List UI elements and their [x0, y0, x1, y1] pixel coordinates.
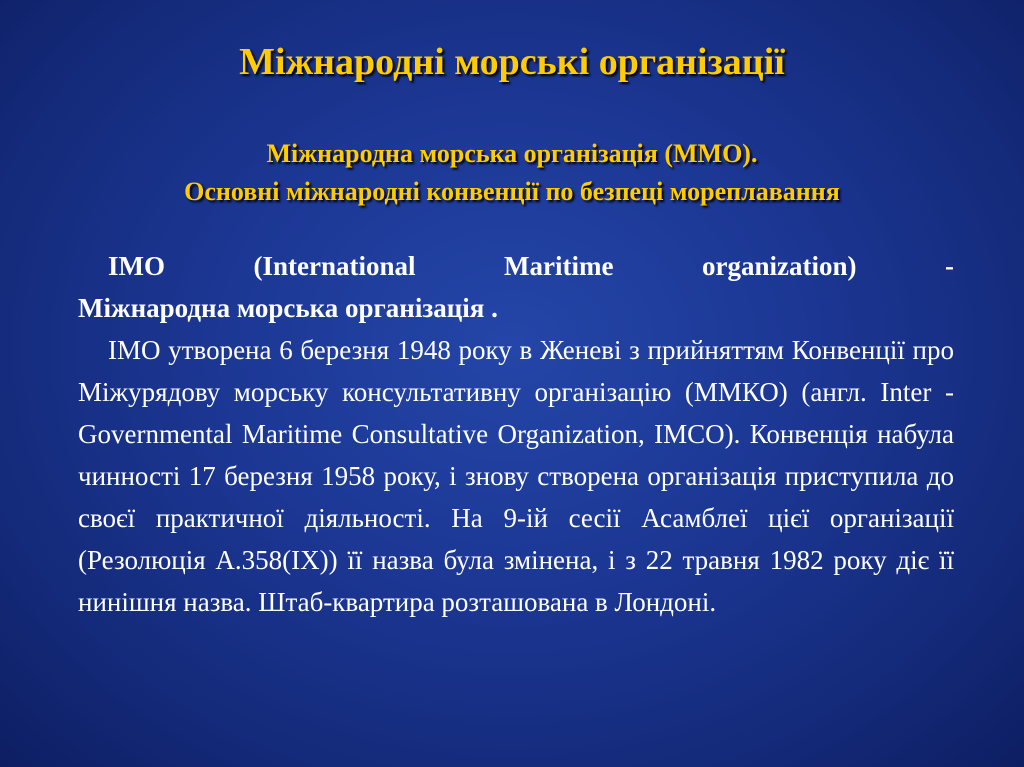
slide-subtitle	[0, 135, 1024, 211]
history-paragraph: IMO утворена 6 березня 1948 року в Женеві з прийняттям Конвенції про Міжурядову морську консультативну організацію (ММКО) (англ. Inter - Governmental Maritime Consultative Organization, IMCO). Конвенція набула чинності 17 березня 1958 року, і знову створена організація приступила до своєї практичної діяльності. На 9-ій сесії Асамблеї цієї організації (Резолюція А.358(IX)) її назва була змінена, і з 22 травня 1982 року діє її нинішня назва. Штаб-квартира розташована в Лондоні.	[78, 335, 954, 617]
subtitle-line-2: Основні міжнародні конвенції по безпеці мореплавання	[184, 177, 840, 206]
slide-body	[78, 245, 954, 623]
definition-tail: Міжнародна морська організація .	[78, 293, 498, 323]
slide-title: Міжнародні морські організації	[239, 41, 785, 83]
subtitle-line-1: Міжнародна морська організація (ММО).	[266, 139, 758, 168]
definition-line: IMO (International Maritime organization) -	[108, 251, 954, 281]
definition-paragraph	[78, 245, 954, 329]
